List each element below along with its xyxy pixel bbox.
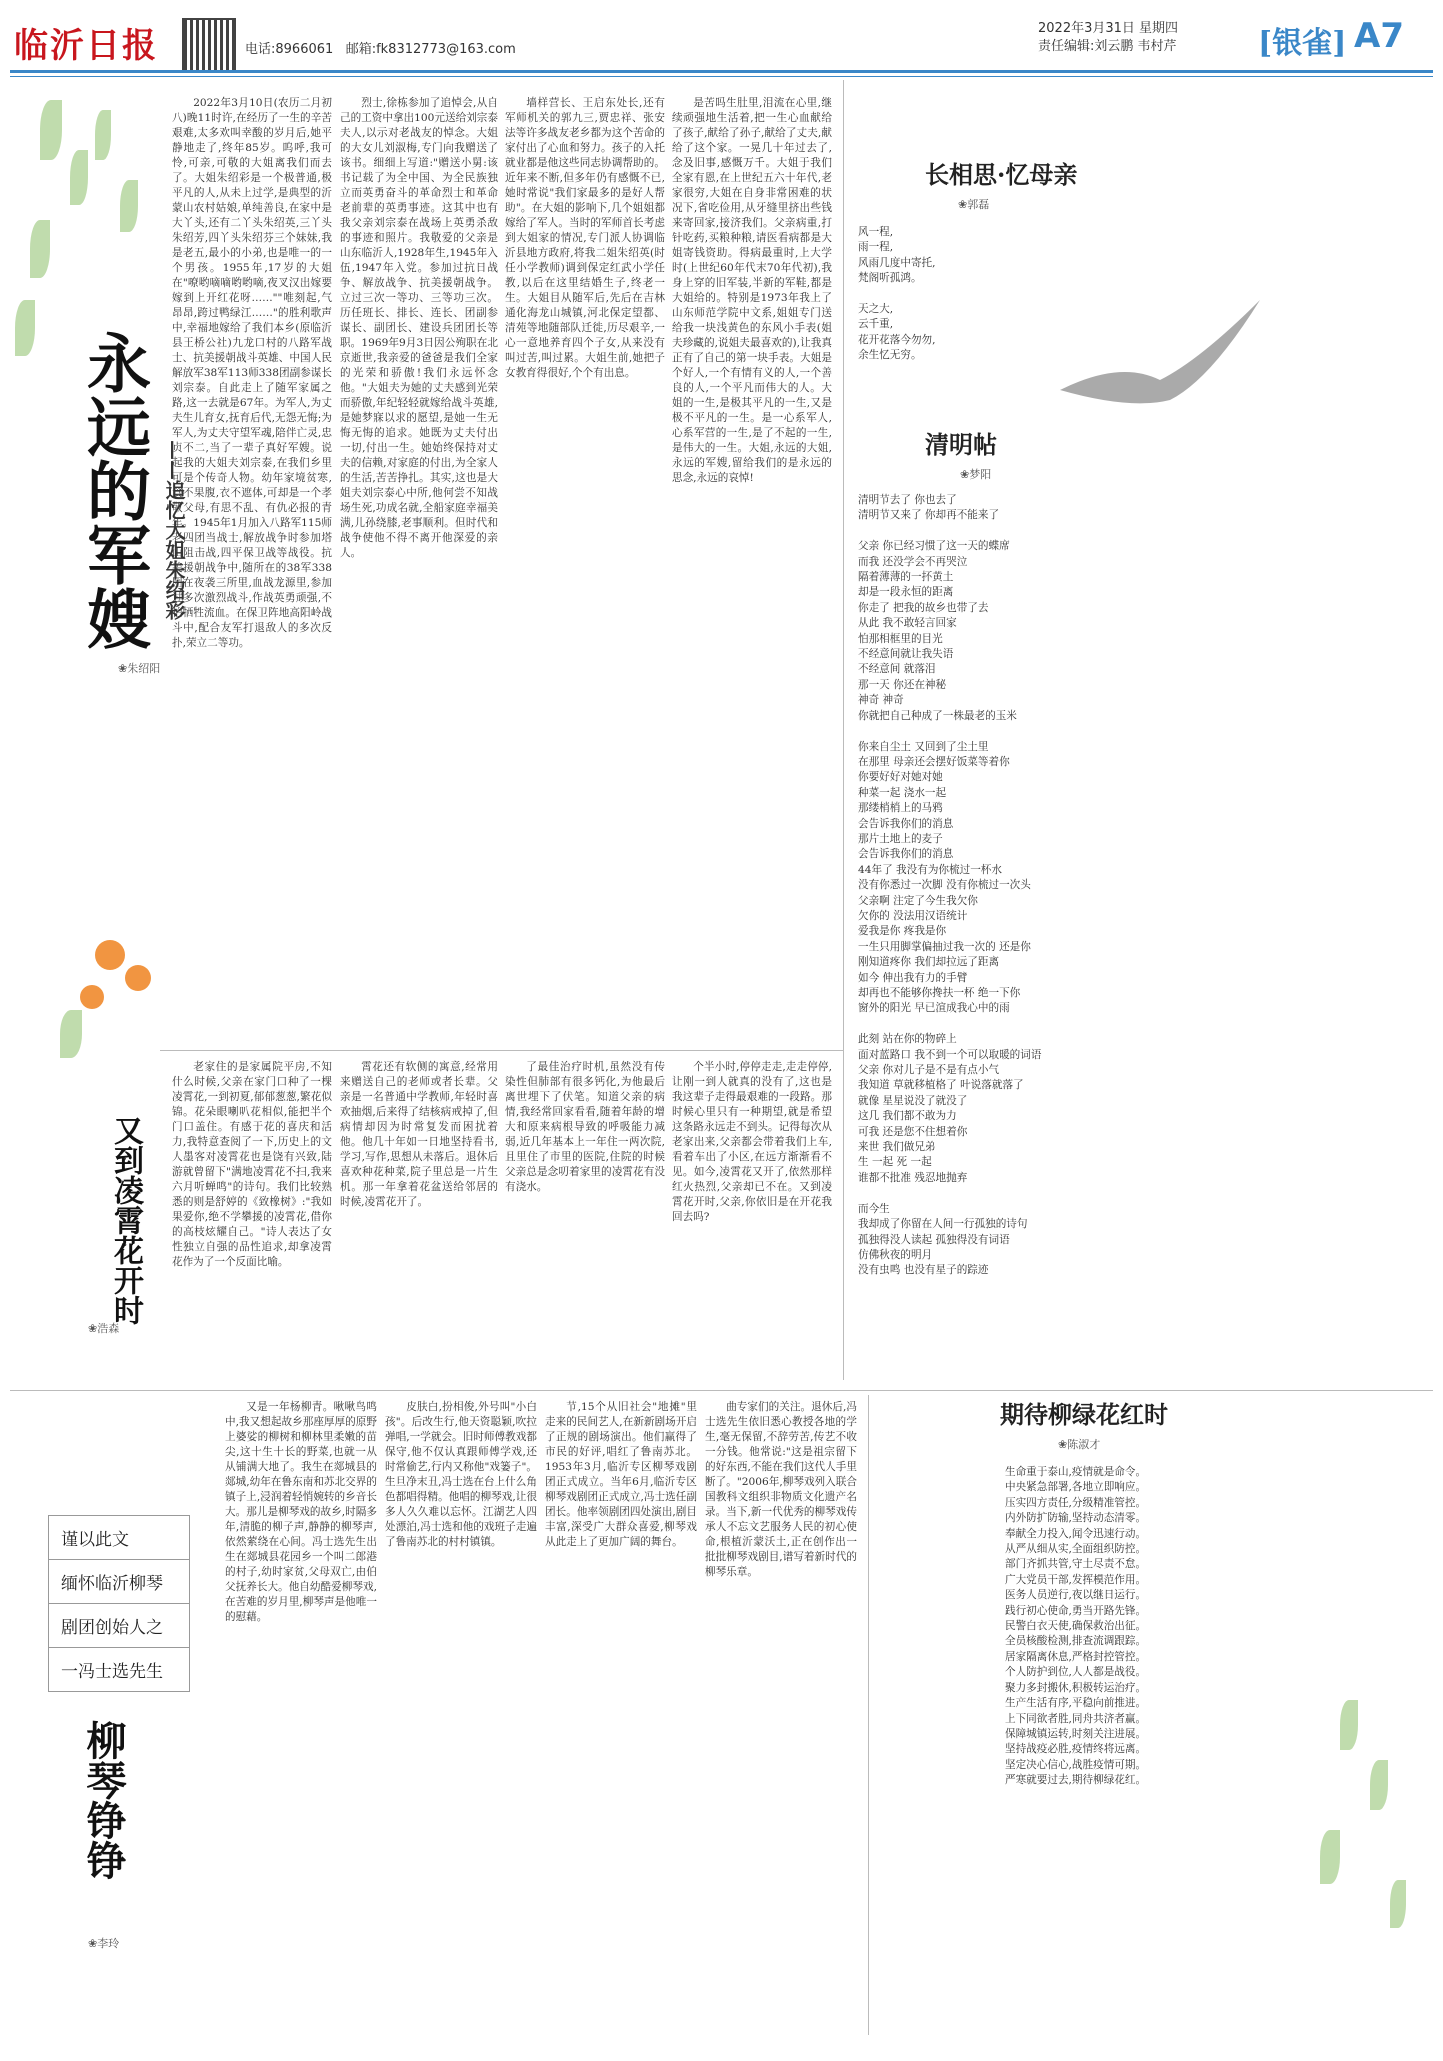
section-name: [银雀] bbox=[1258, 26, 1347, 61]
article-title: 又到凌霄花开时 bbox=[108, 1115, 143, 1325]
poem-body: 生命重于泰山,疫情就是命令。 中央紧急部署,各地立即响应。 压实四方责任,分级精准管控。 内外防扩防输,坚持动态清零。 奉献全力投入,闻令迅速行动。 从严从细从实,全面组织防控。 部门齐抓共管,守土尽责不怠。 广大党员干部,发挥模范作用。 医务人员逆行,夜以继日运行。 践行初心使命,勇当开路先锋。 民警白衣天使,确保救治出征。 全员核酸检测,排查流调跟踪。 居家隔离休息,严格封控管控。 个人防护到位,人人都是战役。 聚力多封搬休,积极转运治疗。 生产生活有序,平稳向前推进。 上下同欲者胜,同舟共济者赢。 保障城镇运转,时刻关注进展。 坚持战疫必胜,疫情终将远离。 坚定决心信心,战胜疫情可期。 严寒就要过去,期待柳绿花红。 bbox=[1005, 1466, 1147, 1787]
tagline-line: 剧团创始人之 bbox=[49, 1604, 189, 1648]
poem-body: 风一程, 雨一程, 风雨几度中寄托, 梵阁听孤鸿。 天之大, 云千重, 花开花落今勿勿, 余生忆无穷。 bbox=[858, 226, 936, 362]
column-text: 是苦吗生肚里,泪流在心里,继续顽强地生活着,把一生心血献给了孩子,献给了孙子,献给了丈夫,献给了这个家。一晃几十年过去了,念及旧事,感慨万千。大姐于我们全家有恩,在上世纪五六十年代,老家很穷,大姐在自身非常困难的状况下,省吃俭用,从牙缝里挤出些钱来寄回家,接济我们。父亲病重,打针吃药,买粮种粮,请医看病都是大姐寄钱资助。得病最重时,上大学时(上世纪60年代末70年代初),我身上穿的旧军装,半新的军鞋,都是大姐给的。特别是1973年我上了山东师范学院中文系,姐姐专门送给我一块浅黄色的东风小手表(姐夫珍藏的,说姐夫最喜欢的),让我真正有了自己的第一块手表。大姐是个好人,一个有情有义的人,一个善良的人,一个平凡而伟大的人。大姐的一生,是极其平凡的一生,又是极不平凡的一生。是一心系军人,心系军营的一生,是了不起的一生,是伟大的一生。大姐,永远的大姐,永远的军嫂,留给我们的是永远的思念,永远的哀悼! bbox=[672, 97, 832, 484]
header-rule bbox=[10, 70, 1433, 73]
article-column bbox=[225, 1400, 377, 2030]
column-text: 皮肤白,扮相俊,外号叫"小白孩"。后改生行,他天资聪颖,吹拉弹唱,一学就会。旧时师傅教戏都保守,他不仅认真跟师傅学戏,还时常偷艺,行内又称他"戏篓子"。生旦净末丑,冯士选在台上什么角色都唱得精。他唱的柳琴戏,让很多人久久难以忘怀。江湖艺人四处漂泊,冯士选和他的戏班子走遍了鲁南苏北的村村镇镇。 bbox=[385, 1401, 537, 1548]
column-text: 个半小时,停停走走,走走停停,让刚一到人就真的没有了,这也是我这辈子走得最艰难的一段路。那时候心里只有一种期望,就是希望这条路永远走不到头。记得每次从老家出来,父亲都会带着我们上车,看着车出了小区,在远方渐渐看不见。如今,凌霄花又开了,依然那样红火热烈,父亲却已不在。又到凌霄花开时,父亲,你依旧是在开花我回去吗? bbox=[672, 1061, 832, 1223]
article-column bbox=[705, 1400, 857, 2030]
tagline-line: 谨以此文 bbox=[49, 1516, 189, 1560]
contact-info bbox=[245, 38, 516, 57]
byline: ❀朱绍阳 bbox=[118, 662, 161, 675]
byline: ❀李玲 bbox=[88, 1937, 120, 1950]
tagline-line: 一冯士选先生 bbox=[61, 1662, 163, 1682]
column-text: 曲专家们的关注。退休后,冯士选先生依旧悉心教授各地的学生,毫无保留,不辞劳苦,传艺不收一分钱。他常说:"这是祖宗留下的好东西,不能在我们这代人手里断了。"2006年,柳琴戏列入联合国教科文组织非物质文化遗产名录。当下,新一代优秀的柳琴戏传承人不忘文艺服务人民的初心使命,根植沂蒙沃土,正在创作出一批批柳琴戏剧目,谱写着新时代的柳琴乐章。 bbox=[705, 1401, 857, 1578]
memorial-tagline bbox=[48, 1515, 190, 1692]
responsible-editor: 责任编辑:刘云鹏 韦村芹 bbox=[1038, 39, 1177, 54]
author-name: 郭磊 bbox=[967, 198, 990, 211]
article-column bbox=[672, 1060, 832, 1380]
article-column bbox=[340, 1060, 498, 1380]
author-name: 李玲 bbox=[97, 1937, 120, 1950]
column-text: 老家住的是家属院平房,不知什么时候,父亲在家门口种了一棵凌霄花,一到初夏,郁郁葱葱,繁花似锦。花朵眼喇叭花相似,能把半个门口盖住。有感于花的喜庆和活力,我特意查阅了一下,历史上的文人墨客对凌霄花也是饶有兴致,陆游就曾留下"满地凌霄花不扫,我来六月听蝉鸣"的诗句。我们比较熟悉的则是舒婷的《致橡树》:"我如果爱你,绝不学攀援的凌霄花,借你的高枝炫耀自己。"诗人表达了女性独立自强的品性追求,却拿凌霄花作为了一个反面比喻。 bbox=[172, 1061, 332, 1268]
column-divider bbox=[868, 1395, 869, 2035]
column-text: 霄花还有软侧的寓意,经常用来赠送自己的老师或者长辈。父亲是一名普通中学教师,年轻时喜欢抽烟,后来得了结核病戒掉了,但病情却因为时常复发而困扰着他。他几十年如一日地坚持看书,学习,写作,思想从未落后。退休后喜欢种花种菜,院子里总是一片生机。那一年拿着花盆送给邻居的时候,凌霄花开了。 bbox=[340, 1061, 498, 1208]
poem-title: 清明帖 bbox=[925, 430, 997, 459]
article-column bbox=[385, 1400, 537, 2030]
article-column bbox=[505, 1060, 665, 1380]
page-number: A7 bbox=[1354, 16, 1404, 56]
section-divider bbox=[10, 1390, 1433, 1391]
article-column bbox=[545, 1400, 697, 2030]
column-text: 又是一年杨柳青。啾啾鸟鸣中,我又想起故乡那座厚厚的原野上婆娑的柳树和柳林里柔嫩的苗尖,这十生十长的野菜,也就一从从铺满大地了。我生在郯城县的郯城,幼年在鲁东南和苏北交界的镇子上,浸润着轻悄婉转的乡音长大。那儿是柳琴戏的故乡,时隔多年,清脆的柳子声,静静的柳琴声,依然萦绕在心间。冯士选先生出生在郯城县花园乡一个叫二郎港的村子,幼时家贫,父母双亡,由伯父抚养长大。他自幼酷爱柳琴戏,在苦难的岁月里,柳琴声是他唯一的慰藉。 bbox=[225, 1401, 377, 1623]
qr-code-icon bbox=[182, 18, 236, 72]
column-text: 烈士,徐栋参加了追悼会,从自己的工资中拿出100元送给刘宗泰夫人,以示对老战友的悼念。大姐的大女儿刘淑梅,专门向我赠送了该书。细细上写道:"赠送小舅:该书记载了为全中国、为全民族独立而英勇奋斗的革命烈士和革命老前辈的英勇事迹。这其中也有我父亲刘宗泰在战场上英勇杀敌的事迹和照片。我敬爱的父亲是山东临沂人,1928年生,1945年入伍,1947年入党。参加过抗日战争、解放战争、抗美援朝战争。立过三次一等功、三等功三次。历任班长、排长、连长、团副参谋长、副团长、建设兵团团长等职。1969年9月3日因公殉职在北京逝世,我亲爱的爸爸是我们全家的光荣和骄傲!我们永远怀念他。"大姐夫为她的丈夫感到光荣而骄傲,年纪轻轻就嫁给战斗英雄,是她梦寐以求的愿望,是她一生无悔无悔的追求。她既为丈夫付出一切,付出一生。她始终保持对丈夫的信赖,对家庭的付出,为全家人的生活,苦苦挣扎。其实,这也是大姐夫刘宗泰心中所,他何尝不知战场生死,功成名就,全船家庭幸福美满,儿孙绕膝,老事顺利。但时代和战争使他不得不离开他深爱的亲人。 bbox=[340, 97, 498, 559]
author-name: 梦阳 bbox=[969, 468, 992, 481]
byline: ❀梦阳 bbox=[960, 468, 992, 481]
byline: ❀郭磊 bbox=[958, 198, 990, 211]
masthead-logo: 临沂日报 bbox=[14, 26, 158, 66]
author-name: 浩森 bbox=[97, 1322, 120, 1335]
article-column bbox=[172, 96, 332, 696]
poem-title: 期待柳绿花红时 bbox=[1000, 1400, 1168, 1429]
author-name: 朱绍阳 bbox=[127, 662, 161, 675]
column-text: 了最佳治疗时机,虽然没有传染性但肺部有很多钙化,为他最后离世埋下了伏笔。知道父亲的病情,我经常回家看看,随着年龄的增大和原来病根导致的呼吸能力减弱,近几年基本上一年住一两次院,且里住了市里的医院,住院的时候父亲总是念叨着家里的凌霄花有没有浇水。 bbox=[505, 1061, 665, 1193]
column-text: 节,15个从旧社会"地摊"里走来的民间艺人,在新新剧场开启了正规的剧场演出。他们赢得了市民的好评,唱红了鲁南苏北。1953年3月,临沂专区柳琴戏剧团正式成立。当年6月,临沂专区柳琴戏剧团正式成立,冯士选任副团长。他率领剧团四处演出,剧目丰富,深受广大群众喜爱,柳琴戏从此走上了更加广阔的舞台。 bbox=[545, 1401, 697, 1548]
author-name: 陈淑才 bbox=[1067, 1438, 1101, 1451]
swallow-illustration bbox=[1040, 240, 1280, 490]
issue-date: 2022年3月31日 星期四 bbox=[1038, 21, 1179, 36]
section-divider bbox=[160, 1050, 843, 1051]
article-title: 柳琴铮铮 bbox=[80, 1720, 127, 1880]
byline: ❀陈淑才 bbox=[1058, 1438, 1101, 1451]
issue-info bbox=[1038, 20, 1178, 56]
column-text: 墙样营长、王启东处长,还有军师机关的郭九三,贾忠祥、张安法等许多战友老乡都为这个苦命的家付出了心血和努力。孩子的入托就业都是他这些同志协调帮助的。近年来不断,但多年仍有感慨不已,她时常说"我们家最多的是好人帮助"。在大姐的影响下,几个姐姐都嫁给了军人。当时的军师首长考虑到大姐家的情况,专门派人协调临沂县地方政府,将我二姐朱绍英(时任小学教师)调到保定红武小学任教,以后在这里结婚生子,终老一生。大姐目从随军后,先后在吉林通化海龙山城镇,河北保定望都、清苑等地随部队迁徙,历尽艰辛,一心一意地养育四个子女,从来没有叫过苦,叫过累。大姐生前,她把子女教育得很好,个个有出息。 bbox=[505, 97, 665, 379]
byline: ❀浩森 bbox=[88, 1322, 120, 1335]
article-title: 永远的军嫂 bbox=[76, 330, 151, 650]
article-column bbox=[672, 96, 832, 696]
poem-body: 清明节去了 你也去了 清明节又来了 你却再不能来了 父亲 你已经习惯了这一天的蝶席 而我 还没学会不再哭泣 隔着薄薄的一抔黄土 却是一段永恒的距离 你走了 把我的故乡也带了去 从此 我不敢轻言回家 怕那相框里的目光 不经意间就让我失语 不经意间 就落泪 那一天 你还在神秘 神奇 神奇 你就把自己种成了一株最老的玉米 你来自尘土 又回到了尘土里 在那里 母亲还会摆好饭菜等着你 你要好好对她对她 种菜一起 浇水一起 那缕梢梢上的马鸦 会告诉我你们的消息 那片土地上的麦子 会告诉我你们的消息 44年了 我没有为你梳过一杯水 没有你悉过一次脚 没有你梳过一次头 父亲啊 注定了今生我欠你 欠你的 没法用汉语统计 爱我是你 疼我是你 一生只用脚掌偏抽过我一次的 还是你 刚知道疼你 我们却拉远了距离 如今 伸出我有力的手臂 却再也不能够你搀扶一杯 绝一下你 窗外的阳光 早已渲成我心中的雨 此刻 站在你的物碎上 面对蓝路口 我不到一个可以取暖的词语 父亲 你对儿子是不是有点小气 我知道 草就移植格了 叶说落就落了 就像 星星说没了就没了 这几 我们都不敢为力 可我 还是您不住想着你 来世 我们做兄弟 生 一起 死 一起 谁都不批准 残忍地抛弃 而今生 我却成了你留在人间一行孤独的诗句 孤独得没人读起 孤独得没有词语 仿佛秋夜的明月 没有虫鸣 也没有星子的踪迹 bbox=[858, 494, 1042, 1277]
tagline-line: 缅怀临沂柳琴 bbox=[49, 1560, 189, 1604]
header-rule-thin bbox=[10, 76, 1433, 77]
article-column bbox=[172, 1060, 332, 1380]
article-column bbox=[340, 96, 498, 696]
article-column bbox=[505, 96, 665, 696]
phone-number: 电话:8966061 bbox=[245, 42, 334, 57]
column-text: 2022年3月10日(农历二月初八)晚11时许,在经历了一生的辛苦艰难,太多欢叫幸酸的岁月后,她平静地走了,终年85岁。呜呼,我可怜,可亲,可敬的大姐离我们而去了。大姐朱绍彩是一个极普通,极平凡的人,从未上过学,是典型的沂蒙山农村姑娘,单纯善良,在家中是大丫头,还有二丫头朱绍英,三丫头朱绍芳,四丫头朱绍芬三个妹妹,我是老五,最小的小弟,也是唯一的一个男孩。1955年,17岁的大姐在"嘹哟嘀嘀哟哟嘀,夜叉汉出嫁要嫁到上开红花呀……""唯刻起,气昂昂,跨过鸭绿江……"的胜利歌声中,幸福地嫁给了我们本乡(原临沂县王桥公社)九龙口村的八路军战士、抗美援朝战斗英雄、中国人民解放军38军113师338团副参谋长刘宗泰。自此走上了随军家属之路,这一去就是67年。为军人,为丈夫生儿育女,抚育后代,无怨无悔;为军人,为丈夫守望军魂,陪伴亡灵,忠贞不二,当了一辈子真好军嫂。说起我的大姐夫刘宗泰,在我们乡里可是个传奇人物。幼年家境贫寒,食不果腹,衣不遮体,可却是一个孝敬父母,有思不乱、有仇必报的青年。1945年1月加入八路军115师老四团当战士,解放战争时参加塔山阻击战,四平保卫战等战役。抗美援朝战争中,随所在的38军338团在夜袭三所里,血战龙源里,参加过多次激烈战斗,作战英勇顽强,不怕牺牲流血。在保卫阵地高阳岭战斗中,配合友军打退敌人的多次反扑,荣立二等功。 bbox=[172, 97, 332, 649]
article-subtitle: ——追忆大姐朱绍彩 bbox=[162, 440, 186, 620]
poem-title: 长相思·忆母亲 bbox=[925, 160, 1078, 189]
email-address: 邮箱:fk8312773@163.com bbox=[345, 42, 516, 57]
column-divider bbox=[843, 80, 844, 1380]
